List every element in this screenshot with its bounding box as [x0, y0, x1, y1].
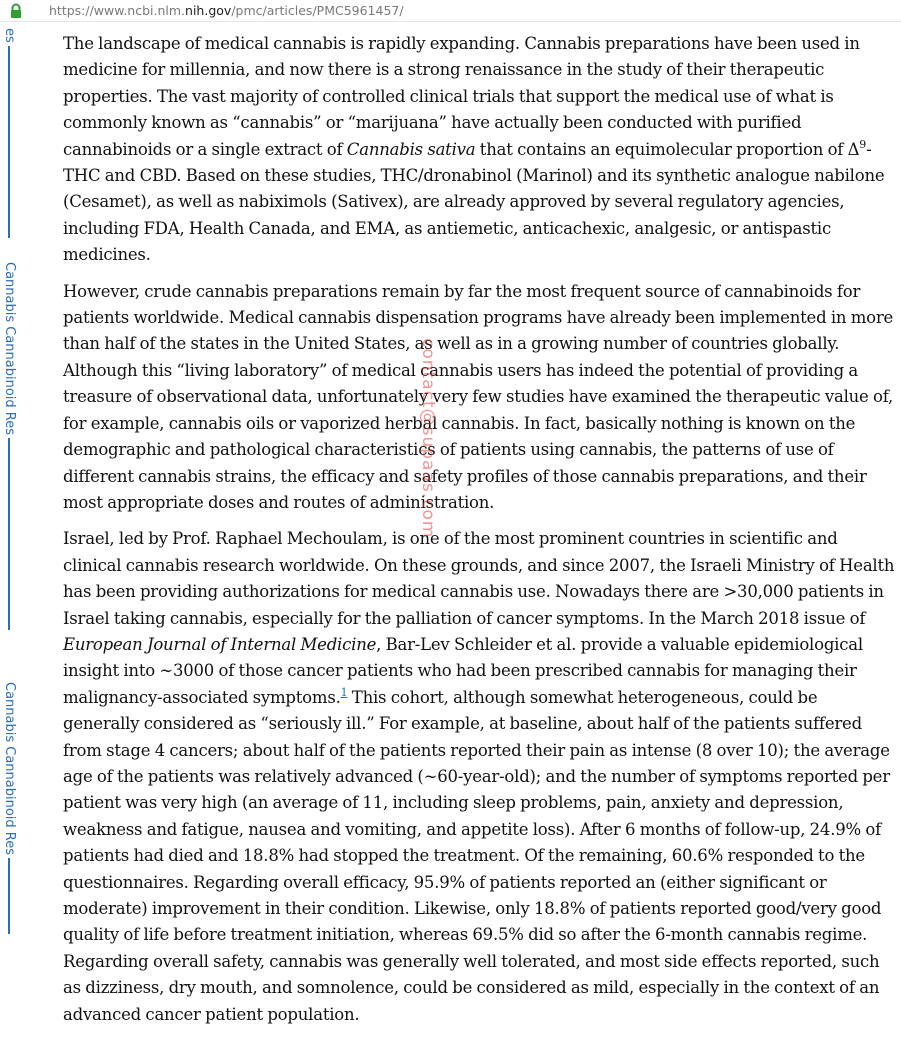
- sidebar-divider: [9, 46, 11, 238]
- url-prefix: https://www.ncbi.nlm.: [49, 3, 186, 18]
- address-bar[interactable]: [0, 0, 901, 22]
- paragraph-1-text-b: that contains an equimolecular proportion of Δ: [475, 139, 860, 159]
- sidebar-divider: [9, 858, 11, 934]
- sidebar-title-2-text: Cannabis Cannabinoid Res: [2, 682, 17, 856]
- species-name: Cannabis sativa: [346, 139, 476, 159]
- journal-sidebar: [0, 22, 34, 934]
- lock-icon: [8, 3, 24, 19]
- sidebar-title-1-text: Cannabis Cannabinoid Res: [2, 262, 17, 436]
- article-body: [63, 31, 895, 1038]
- url-path: /pmc/articles/PMC5961457/: [231, 3, 404, 18]
- sidebar-divider: [9, 438, 11, 630]
- url-domain: nih.gov: [185, 3, 232, 18]
- sidebar-title-2[interactable]: [3, 682, 16, 934]
- paragraph-3: [63, 526, 895, 1028]
- paragraph-3-text-c: This cohort, although somewhat heterogeneous, could be generally considered as “seriously ill.” For example, at baseline, about half of the patients suffered from stage 4 cancers; about half of the patients reported their pain as intense (8 over 10); the average age of the patients was relatively advanced (∼60-year-old); and the number of symptoms reported per patient was very high (an average of 11, including sleep problems, pain, anxiety and depression, weakness and fatigue, nausea and vomiting, and appetite loss). After 6 months of follow-up, 24.9% of patients had died and 18.8% had stopped the treatment. Of the remaining, 60.6% responded to the questionnaires. Regarding overall efficacy, 95.9% of patients reported an (either significant or moderate) improvement in their condition. Likewise, only 18.8% of patients reported good/very good quality of life before treatment initiation, whereas 69.5% did so after the 6-month cannabis regime. Regarding overall safety, cannabis was generally well tolerated, and most side effects reported, such as dizziness, dry mouth, and somnolence, could be considered as mild, especially in the context of an advanced cancer patient population.: [63, 687, 890, 1024]
- paragraph-3-text-a: Israel, led by Prof. Raphael Mechoulam, is one of the most prominent countries in scientific and clinical cannabis research worldwide. On these grounds, and since 2007, the Israeli Ministry of Health has been providing authorizations for medical cannabis use. Nowadays there are >30,000 patients in Israel taking cannabis, especially for the palliation of cancer symptoms. In the March 2018 issue of: [63, 529, 895, 628]
- paragraph-2: However, crude cannabis preparations remain by far the most frequent source of cannabinoids for patients worldwide. Medical cannabis dispensation programs have already been implemented in more than half of the states in the United States, as well as in a growing number of countries globally. Although this “living laboratory” of medical cannabis users has indeed the potential of providing a treasure of observational data, unfortunately very few studies have examined the therapeutic value of, for example, cannabis oils or vaporized herbal cannabis. In fact, basically nothing is known on the demographic and pathological characteristics of patients using cannabis, the patterns of use of different cannabis strains, the efficacy and safety profiles of those cannabis preparations, and their most appropriate doses and routes of administration.: [63, 281, 894, 512]
- paragraph-1-text-a: The landscape of medical cannabis is rapidly expanding. Cannabis preparations have been used in medicine for millennia, and now there is a strong renaissance in the study of their therapeutic properties. The vast majority of controlled clinical trials that support the medical use of what is commonly known as “cannabis” or “marijuana” have actually been conducted with purified cannabinoids or a single extract of: [63, 34, 860, 159]
- journal-name: European Journal of Internal Medicine: [63, 634, 377, 654]
- sidebar-title-fragment[interactable]: [3, 28, 16, 238]
- reference-1-link[interactable]: 1: [340, 685, 348, 699]
- sidebar-title-fragment-text: es: [2, 28, 17, 43]
- paragraph-1-text-c: -THC and CBD. Based on these studies, THC/dronabinol (Marinol) and its synthetic analogue nabilone (Cesamet), as well as nabiximols (Sativex), are already approved by several regulatory agencies, including FDA, Health Canada, and EMA, as antiemetic, anticachexic, analgesic, or antispastic medicines.: [63, 139, 885, 265]
- delta-superscript: 9: [859, 137, 867, 151]
- paragraph-1: [63, 31, 895, 269]
- paragraph-3-text-b: , Bar-Lev Schleider et al. provide a valuable epidemiological insight into ∼3000 of those cancer patients who had been prescribed cannabis for managing their malignancy-associated symptoms.: [63, 634, 863, 707]
- sidebar-title-1[interactable]: [3, 262, 16, 630]
- watermark: contact@supaas.com: [418, 338, 438, 539]
- url-text[interactable]: [49, 3, 404, 19]
